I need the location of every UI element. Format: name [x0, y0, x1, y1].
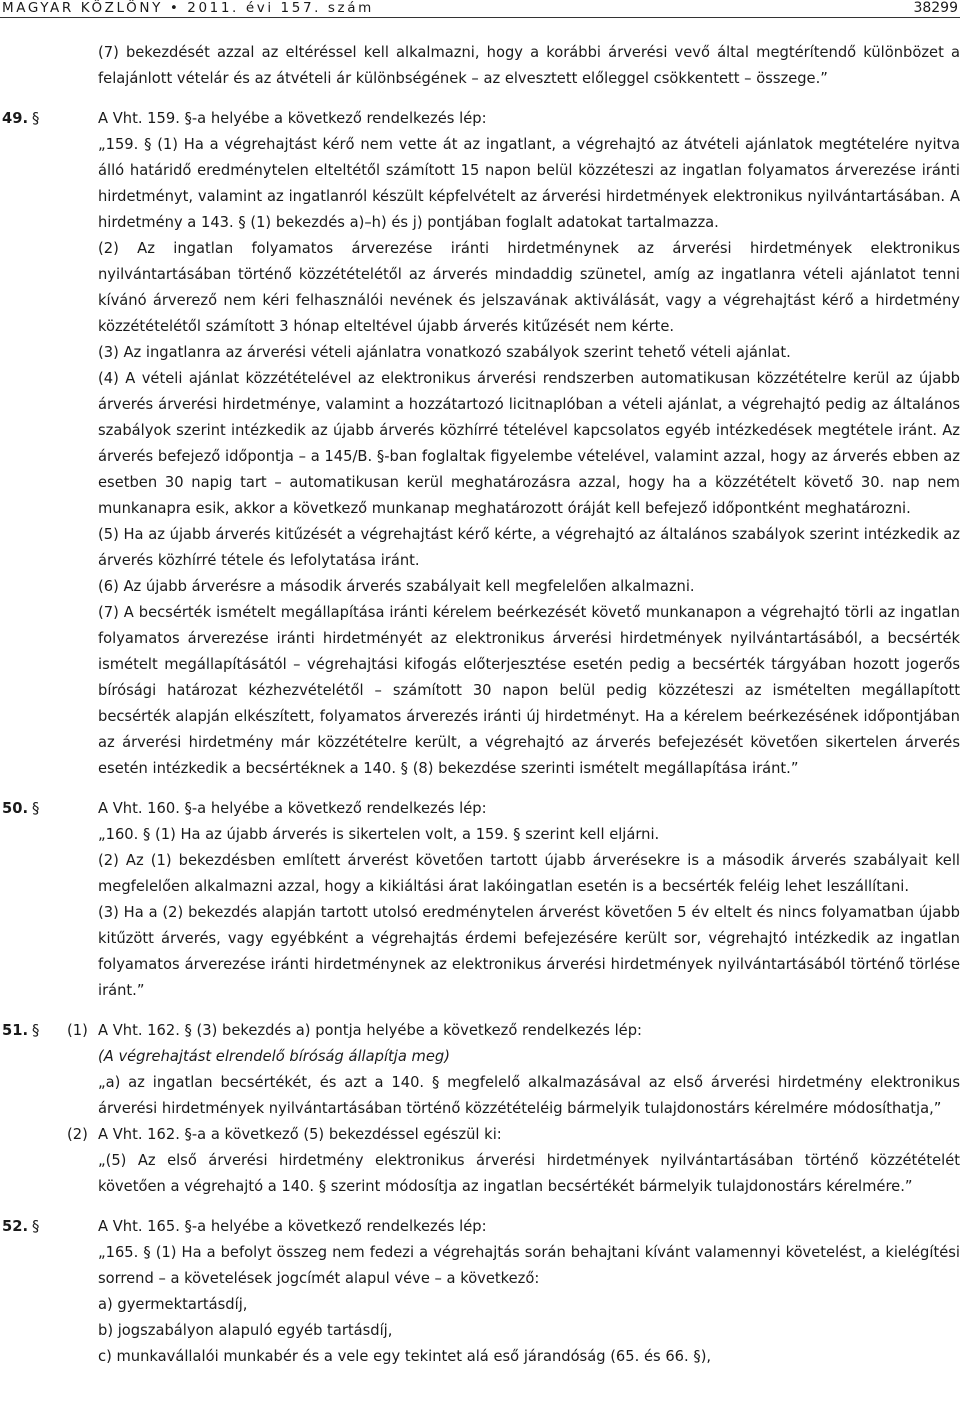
paragraph: (4) A vételi ajánlat közzétételével az elektronikus árverési rendszerben automatikusan közzétételre kerül az újabb árverés árverési hirdetménye, valamint a hozzátartozó licitnaplóban a vételi ajánlat, a végrehajtó pedig az általános szabályok szerint intézkedik az újabb árverés közhírré tételével kapcsolatos egyéb intézkedések megtétele iránt. Az árverés befejező időpontja – a 145/B. §-ban foglaltak figyelembe vételével, valamint azzal, hogy az árverés ebben az esetben 30 napig tart – automatikusan kerül meghatározásra azzal, hogy ha a közzétételt követő 30. nap nem munkanapra esik, akkor a következő munkanap meghatározott óráját kell befejező időpontként meghatározni.	[98, 370, 960, 517]
section-symbol: §	[32, 110, 40, 127]
paragraph: „159. § (1) Ha a végrehajtást kérő nem vette át az ingatlant, a végrehajtó az átvételi ajánlatok megtételére nyitva álló határidő eredménytelen elteltétől számított 15 napon belül közzéteszi az ingatlan folyamatos árverezése iránti hirdetményt, valamint az ingatlanról készült képfelvételt az árverési hirdetmények elektronikus nyilvántartásában. A hirdetmény a 143. § (1) bekezdés a)–h) és j) pontjában foglalt adatokat tartalmazza.	[98, 136, 960, 231]
section-heading: A Vht. 165. §-a helyébe a következő rendelkezés lép:	[98, 1218, 487, 1235]
section-symbol: §	[32, 1218, 40, 1235]
section-number: 50.	[2, 800, 29, 817]
paragraph: „165. § (1) Ha a befolyt összeg nem fedezi a végrehajtás során behajtani kívánt valamennyi követelést, a kielégítési sorrend – a követelések jogcímét alapul véve – a következő:	[98, 1244, 960, 1287]
paragraph: (3) Az ingatlanra az árverési vételi ajánlatra vonatkozó szabályok szerint tehető vételi ajánlat.	[98, 344, 791, 361]
paragraph: „a) az ingatlan becsértékét, és azt a 140. § megfelelő alkalmazásával az első árverési hirdetmény elektronikus árverési hirdetmények nyilvántartásában történő közzétételéig bármelyik tulajdonostárs kérelmére módosíthatja,”	[98, 1074, 960, 1117]
section-number: 52.	[2, 1218, 29, 1235]
section-heading: A Vht. 160. §-a helyébe a következő rendelkezés lép:	[98, 800, 487, 817]
list-item: a) gyermektartásdíj,	[98, 1296, 248, 1313]
italic-note: (A végrehajtást elrendelő bíróság állapítja meg)	[98, 1048, 450, 1065]
section-51	[0, 1018, 960, 1200]
paragraph: (7) A becsérték ismételt megállapítása iránti kérelem beérkezését követő munkanapon a végrehajtó törli az ingatlan folyamatos árverezése iránti hirdetményét az elektronikus árverési hirdetmények nyilvántartásából, a becsérték ismételt megállapításától – végrehajtási kifogás előterjesztése esetén pedig a becsérték tárgyában hozott jogerős bírósági határozat kézhezvételétől – számított 30 napon belül pedig közzéteszi az ismételten megállapított becsérték alapján elkészített, folyamatos árverezés iránti új hirdetményt. Ha a kérelem beérkezésének időpontjában az árverési hirdetmény már közzétételre került, a végrehajtó az árverés befejezését követően sikertelen árverés esetén intézkedik a becsértéknek a 140. § (8) bekezdése szerinti ismételt megállapítása iránt.”	[98, 604, 960, 777]
document-body	[0, 40, 960, 1370]
page-header	[0, 0, 960, 22]
paragraph: (6) Az újabb árverésre a második árverés szabályait kell megfelelően alkalmazni.	[98, 578, 695, 595]
section-52	[0, 1214, 960, 1370]
subsection-1	[67, 1018, 960, 1122]
header-rule	[0, 17, 960, 18]
section-number: 49.	[2, 110, 29, 127]
section-number: 51.	[2, 1022, 29, 1039]
paragraph: „160. § (1) Ha az újabb árverés is sikertelen volt, a 159. § szerint kell eljárni.	[98, 826, 660, 843]
subsection-label: (2)	[67, 1126, 88, 1143]
paragraph: (2) Az (1) bekezdésben említett árverést követően tartott újabb árverésekre is a második árverés szabályait kell megfelelően alkalmazni azzal, hogy a kikiáltási árat lakóingatlan esetén is a becsérték feléig lehet leszállítani.	[98, 852, 960, 895]
page-number: 38299	[913, 0, 958, 16]
paragraph: (3) Ha a (2) bekezdés alapján tartott utolsó eredménytelen árverést követően 5 év eltelt és nincs folyamatban újabb kitűzött árverés, vagy egyébként a végrehajtás érdemi befejezésére került sor, végrehajtó intézkedik az ingatlan folyamatos árverezése iránti hirdetménynek az elektronikus árverési hirdetmények nyilvántartásából történő törlése iránt.”	[98, 904, 960, 999]
paragraph: „(5) Az első árverési hirdetmény elektronikus árverési hirdetmények nyilvántartásában történő közzétételét követően a végrehajtó a 140. § szerint módosítja az ingatlan becsértékét bármelyik tulajdonostárs kérelmére.”	[98, 1152, 960, 1195]
section-49	[0, 106, 960, 782]
list-item: c) munkavállalói munkabér és a vele egy tekintet alá eső járandóság (65. és 66. §),	[98, 1348, 712, 1365]
paragraph: (5) Ha az újabb árverés kitűzését a végrehajtást kérő kérte, a végrehajtó az általános szabályok szerint intézkedik az árverés közhírré tétele és lefolytatása iránt.	[98, 526, 960, 569]
subsection-label: (1)	[67, 1022, 88, 1039]
section-symbol: §	[32, 800, 40, 817]
subsection-heading: A Vht. 162. § (3) bekezdés a) pontja helyébe a következő rendelkezés lép:	[98, 1022, 642, 1039]
list-item: b) jogszabályon alapuló egyéb tartásdíj,	[98, 1322, 393, 1339]
subsection-heading: A Vht. 162. §-a a következő (5) bekezdéssel egészül ki:	[98, 1126, 502, 1143]
section-heading: A Vht. 159. §-a helyébe a következő rendelkezés lép:	[98, 110, 487, 127]
intro-paragraph: (7) bekezdését azzal az eltéréssel kell alkalmazni, hogy a korábbi árverési vevő által megtérítendő különbözet a felajánlott vételár és az átvételi ár különbségének – az elvesztett előleggel csökkentett – összege.”	[98, 44, 960, 87]
section-50	[0, 796, 960, 1004]
paragraph: (2) Az ingatlan folyamatos árverezése iránti hirdetménynek az árverési hirdetmények elektronikus nyilvántartásában történő közzétételétől az árverés mindaddig szünetel, amíg az ingatlanra vételi ajánlatot tenni kívánó árverező nem kéri felhasználói nevének és jelszavának aktiválását, vagy a végrehajtást kérő a hirdetmény közzétételétől számított 3 hónap elteltével újabb árverés kitűzését nem kérte.	[98, 240, 960, 335]
subsection-2	[67, 1122, 960, 1200]
section-symbol: §	[32, 1022, 40, 1039]
journal-title: MAGYAR KÖZLÖNY • 2011. évi 157. szám	[2, 0, 374, 16]
